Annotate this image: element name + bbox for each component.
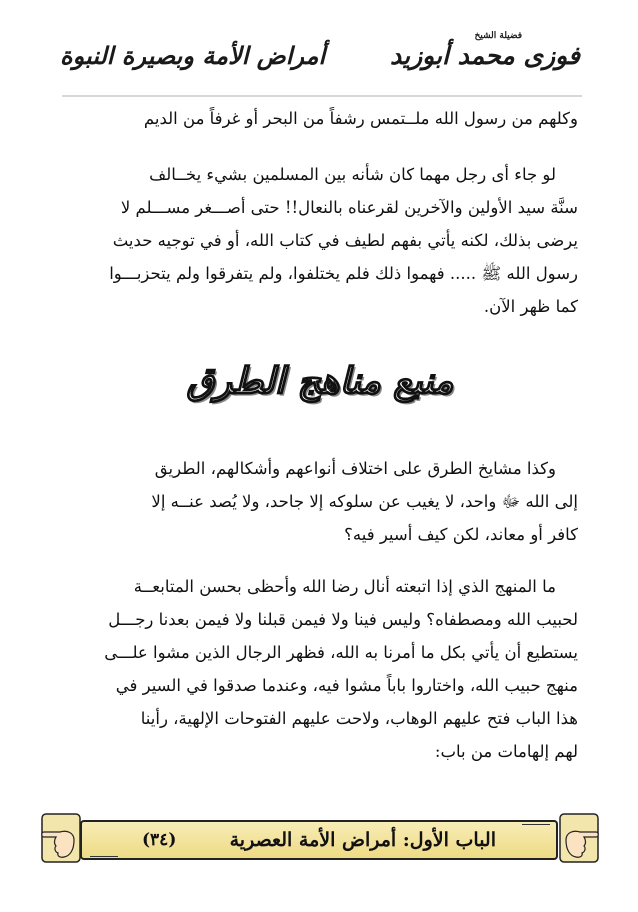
author-prefix: فضيلة الشيخ <box>474 30 522 41</box>
author-name: فوزى محمد أبوزيد <box>390 40 580 70</box>
text-line: يستطيع أن يأتي بكل ما أمرنا به الله، فظهر الرجال الذين مشوا علـــى <box>104 643 578 662</box>
footer-decor-line <box>90 856 118 857</box>
pointing-hand-icon <box>38 810 84 866</box>
footer-banner <box>80 820 558 860</box>
text-line: هذا الباب فتح عليهم الوهاب، ولاحت عليهم الفتوحات الإلهية، رأينا <box>140 709 578 728</box>
text-line: وكلهم من رسول الله ملــتمس رشفاً من البحر أو غرفاً من الديم <box>143 109 578 128</box>
page-number: (٣٤) <box>142 830 177 850</box>
text-line: لهم إلهامات من باب: <box>434 742 578 761</box>
text-line: ما المنهج الذي إذا اتبعته أنال رضا الله وأحظى بحسن المتابعــة <box>133 577 556 596</box>
text-line: يرضى بذلك، لكنه يأتي بفهم لطيف في كتاب الله، أو في توجيه حديث <box>112 231 578 250</box>
text-line: كما ظهر الآن. <box>483 297 578 316</box>
text-line: سنَّة سيد الأولين والآخرين لقرعناه بالنعال!! حتى أصـــغر مســـلم لا <box>120 198 578 217</box>
pointing-hand-icon <box>556 810 602 866</box>
text-line: لحبيب الله ومصطفاه؟ وليس فينا ولا فيمن قبلنا ولا فيمن بعدنا رجـــل <box>108 610 578 629</box>
text-line: رسول الله ﷺ ..... فهموا ذلك فلم يختلفوا، ولم يتفرقوا ولم يتحزبـــوا <box>109 264 578 283</box>
text-line: إلى الله ﷻ واحد، لا يغيب عن سلوكه إلا جاحد، ولا يُصد عنــه إلا <box>151 492 578 511</box>
body-paragraph <box>66 570 578 768</box>
page-header <box>60 22 580 88</box>
header-divider <box>62 95 582 97</box>
body-paragraph <box>66 452 578 551</box>
section-title: منبع مناهج الطرق <box>186 360 454 402</box>
chapter-label: الباب الأول: أمراض الأمة العصرية <box>229 829 496 851</box>
text-line: منهج حبيب الله، واختاروا باباً مشوا فيه، وعندما صدقوا في السير في <box>115 676 578 695</box>
text-line: وكذا مشايخ الطرق على اختلاف أنواعهم وأشكالهم، الطريق <box>154 459 556 478</box>
author-block <box>390 30 580 70</box>
verse-paragraph <box>66 102 578 135</box>
body-paragraph <box>66 158 578 323</box>
text-line: كافر أو معاند، لكن كيف أسير فيه؟ <box>344 525 578 544</box>
book-title: أمراض الأمة وبصيرة النبوة <box>60 40 326 70</box>
footer-decor-line <box>522 824 550 825</box>
text-line: لو جاء أى رجل مهما كان شأنه بين المسلمين بشيء يخــالف <box>149 165 556 184</box>
page-footer <box>38 810 602 870</box>
